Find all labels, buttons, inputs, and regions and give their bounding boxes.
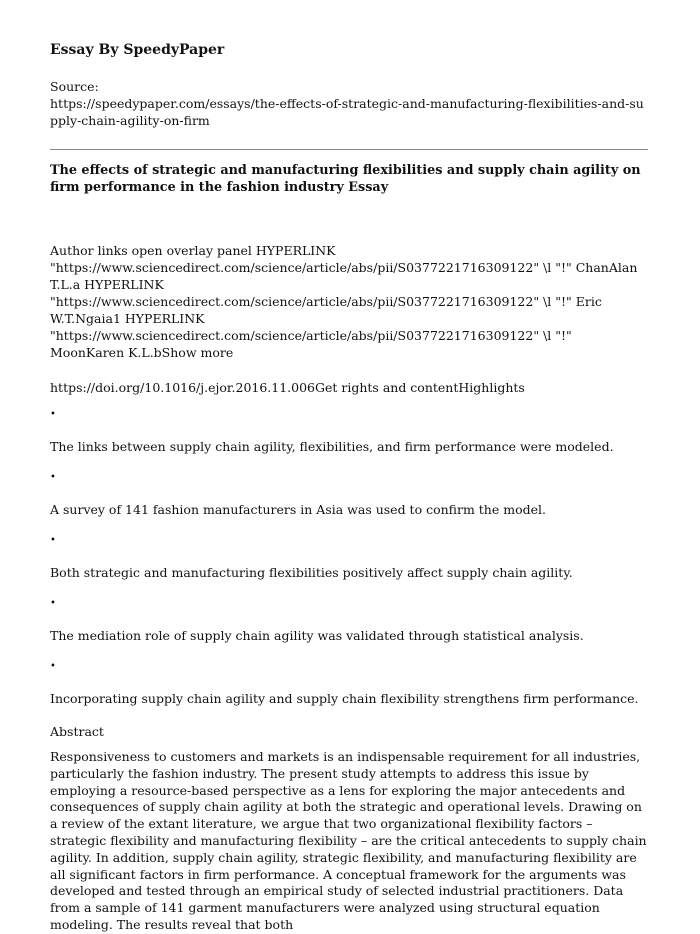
source-url[interactable]: https://speedypaper.com/essays/the-effects-of-strategic-and-manufacturing-flexibilities-and-supply-chain-agility-on-firm — [50, 96, 644, 128]
highlight-item: Incorporating supply chain agility and supply chain flexibility strengthens firm performance. — [50, 691, 639, 706]
highlight-item: Both strategic and manufacturing flexibilities positively affect supply chain agility. — [50, 565, 573, 580]
highlight-item: The mediation role of supply chain agility was validated through statistical analysis. — [50, 628, 584, 643]
essay-attribution: Essay By SpeedyPaper — [50, 42, 225, 58]
highlights-list — [50, 408, 648, 707]
abstract-heading: Abstract — [50, 724, 104, 739]
doi-line: https://doi.org/10.1016/j.ejor.2016.11.006Get rights and contentHighlights — [50, 380, 525, 395]
highlight-item: The links between supply chain agility, flexibilities, and firm performance were modeled. — [50, 439, 614, 454]
bullet-icon: • — [50, 661, 56, 672]
bullet-icon: • — [50, 472, 56, 483]
essay-title: The effects of strategic and manufacturing flexibilities and supply chain agility on firm performance in the fashion industry Essay — [50, 163, 641, 195]
highlight-item: A survey of 141 fashion manufacturers in Asia was used to confirm the model. — [50, 502, 546, 517]
source-label: Source: — [50, 79, 99, 94]
bullet-icon: • — [50, 598, 56, 609]
bullet-icon: • — [50, 535, 56, 546]
abstract-body: Responsiveness to customers and markets is an indispensable requirement for all industries, particularly the fashion industry. The present study attempts to address this issue by employing a resource-based perspective as a lens for exploring the major antecedents and consequences of supply chain agility at both the strategic and operational levels. Drawing on a review of the extant literature, we argue that two organizational flexibility factors – strategic flexibility and manufacturing flexibility – are the critical antecedents to supply chain agility. In addition, supply chain agility, strategic flexibility, and manufacturing flexibility are all significant factors in firm performance. A conceptual framework for the arguments was developed and tested through an empirical study of selected industrial practitioners. Data from a sample of 141 garment manufacturers were analyzed using structural equation modeling. The results reveal that both — [50, 749, 647, 932]
author-links: Author links open overlay panel HYPERLINK "https://www.sciencedirect.com/science/article/abs/pii/S0377221716309122" \l "!" ChanAlan T.L.a HYPERLINK "https://www.sciencedirect.com/science/article/abs/pii/S0377221716309122" \l "!" Eric W.T.Ngaia1 HYPERLINK "https://www.sciencedirect.com/science/article/abs/pii/S0377221716309122" \l "!" MoonKaren K.L.bShow more — [50, 243, 638, 360]
bullet-icon: • — [50, 409, 56, 420]
divider — [50, 149, 648, 150]
